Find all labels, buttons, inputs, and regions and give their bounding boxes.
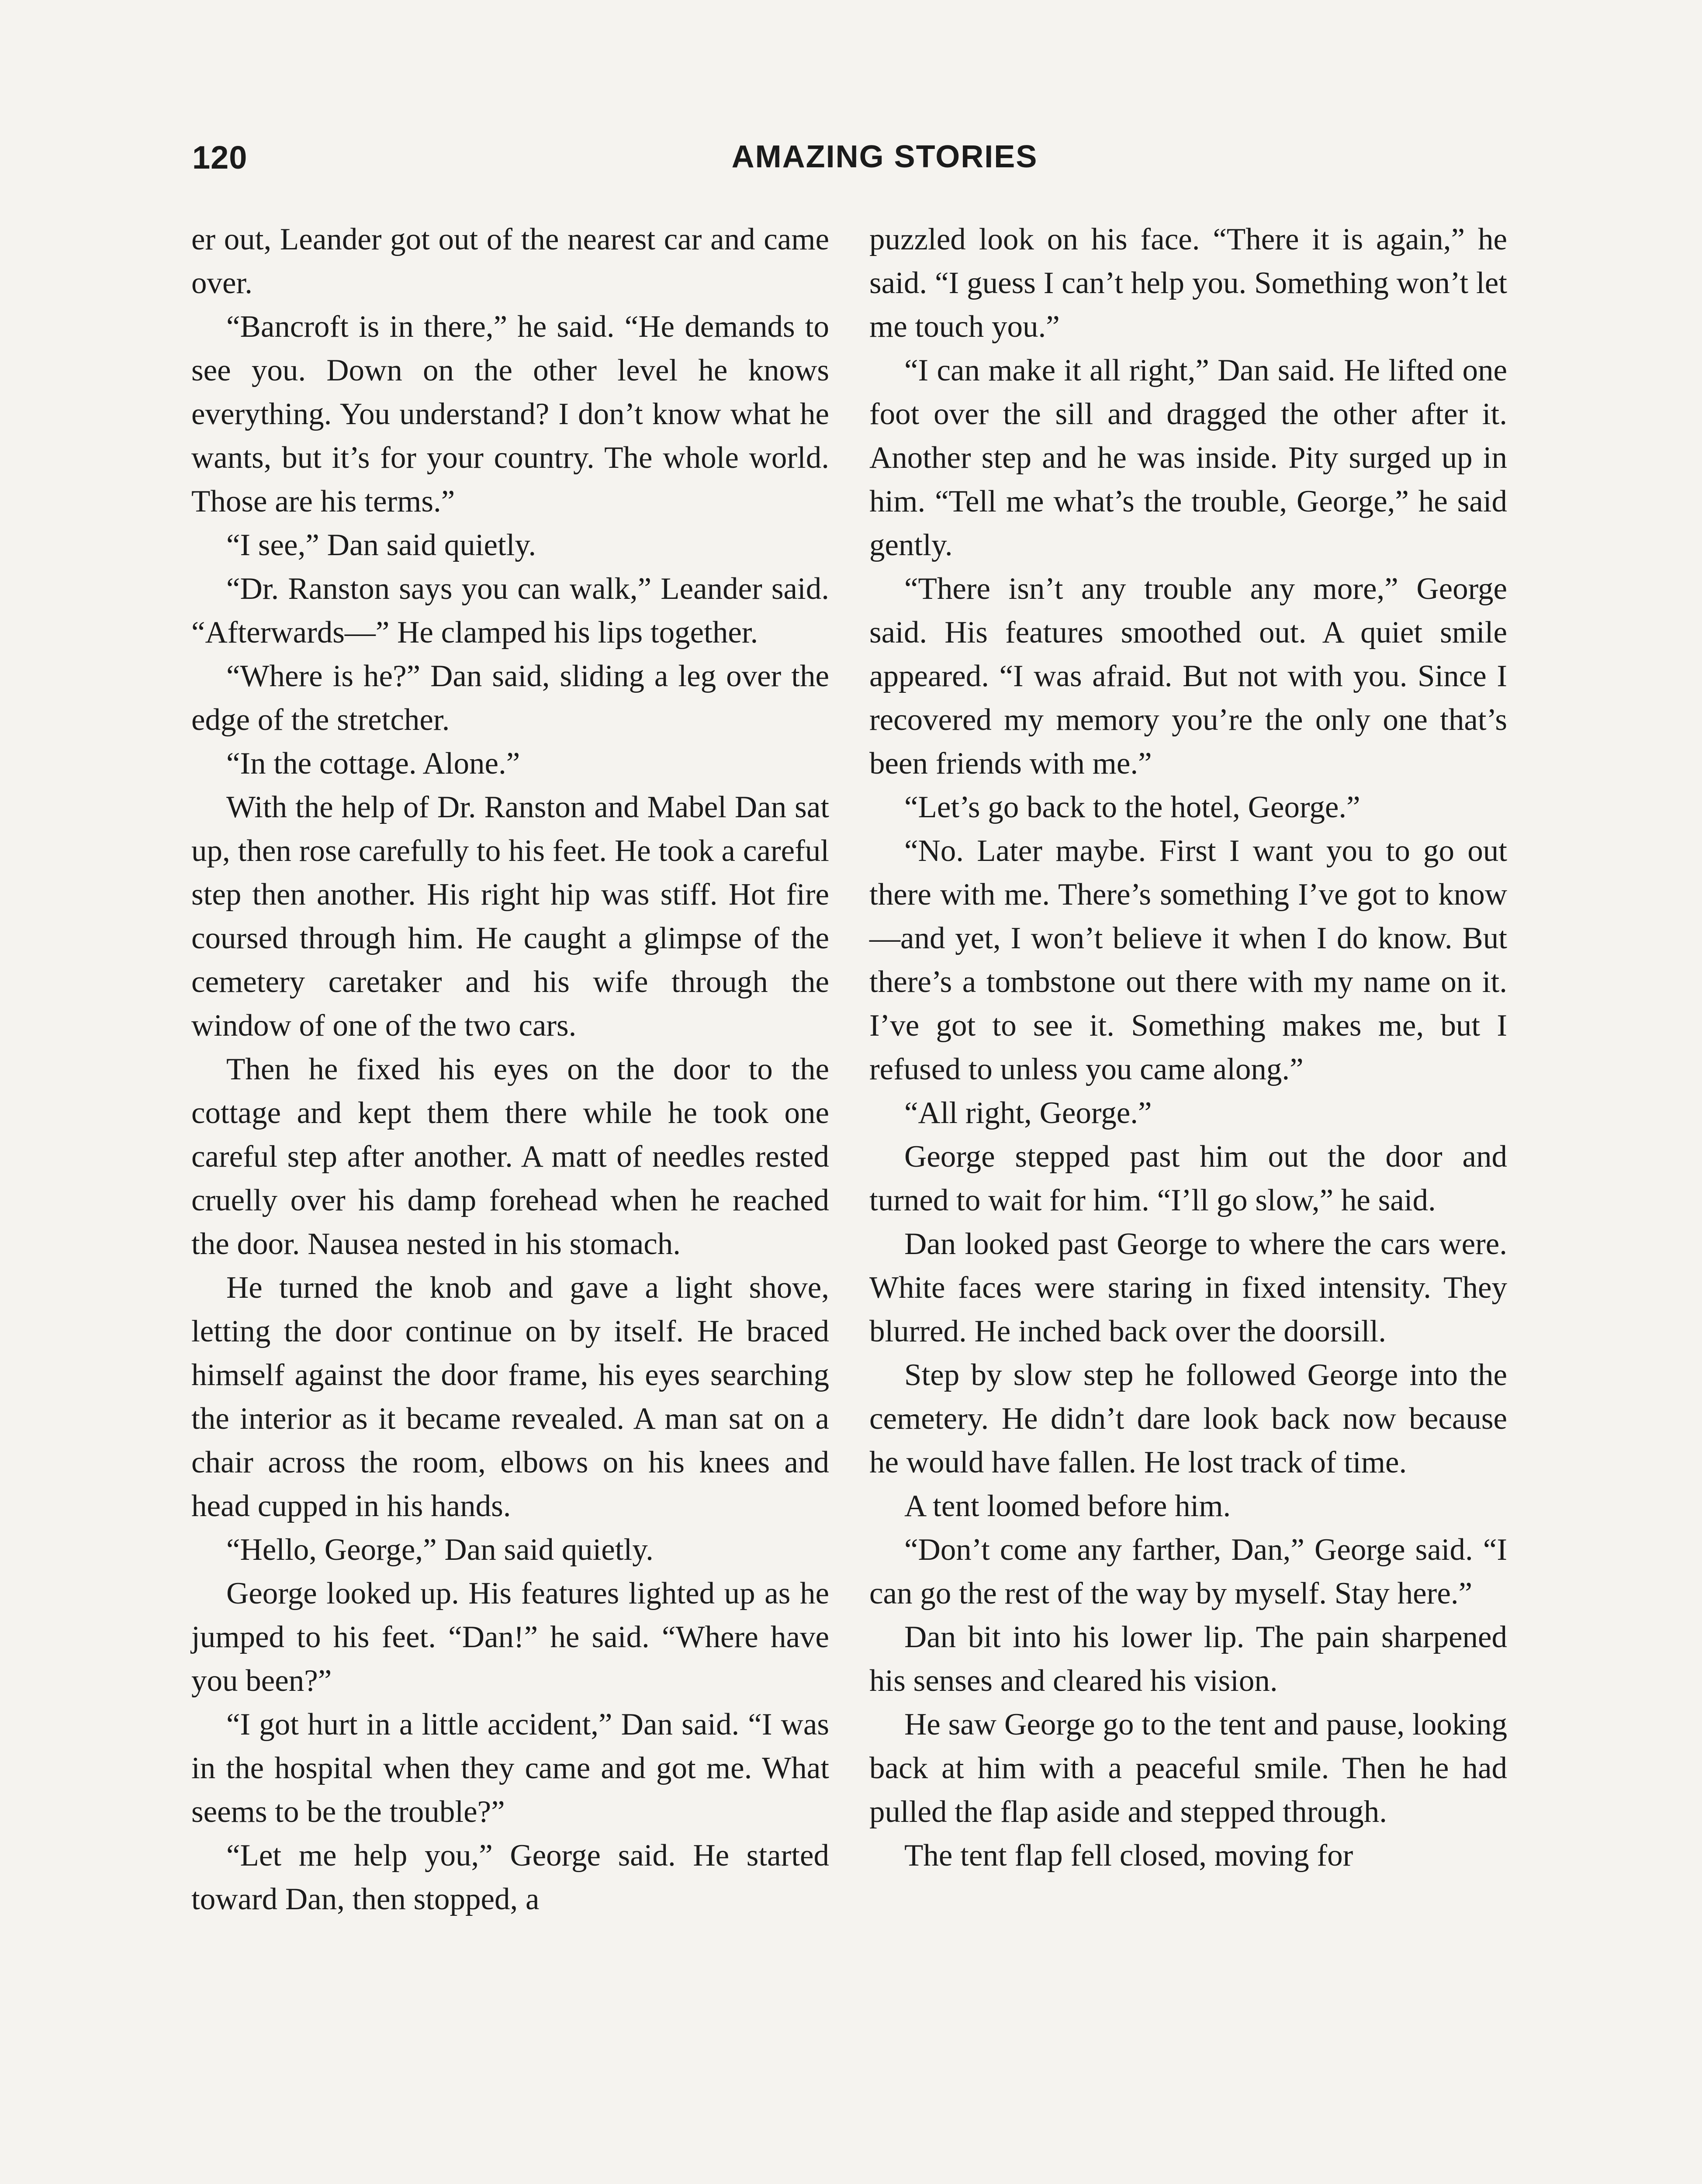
paragraph: “Let me help you,” George said. He started toward Dan, then stopped, a [191, 1838, 829, 1916]
paragraph: “All right, George.” [904, 1096, 1152, 1130]
paragraph: With the help of Dr. Ranston and Mabel Dan sat up, then rose carefully to his feet. He took a careful step then another. His right hip was stiff. Hot fire coursed through him. He caught a glimpse of the cemetery caretaker and his wife through the window of one of the two cars. [191, 790, 829, 1043]
paragraph: He saw George go to the tent and pause, looking back at him with a peaceful smile. Then he had pulled the flap aside and stepped through. [869, 1707, 1507, 1829]
paragraph: er out, Leander got out of the nearest car and came over. [191, 222, 829, 300]
paragraph: “Don’t come any farther, Dan,” George said. “I can go the rest of the way by myself. Stay here.” [869, 1533, 1507, 1610]
left-column [191, 218, 829, 1921]
paragraph: “In the cottage. Alone.” [226, 746, 520, 781]
paragraph: “I got hurt in a little accident,” Dan said. “I was in the hospital when they came and got me. What seems to be the trouble?” [191, 1707, 829, 1829]
paragraph: “There isn’t any trouble any more,” George said. His features smoothed out. A quiet smile appeared. “I was afraid. But not with you. Since I recovered my memory you’re the only one that’s been friends with me.” [869, 572, 1507, 781]
paragraph: Dan bit into his lower lip. The pain sharpened his senses and cleared his vision. [869, 1620, 1507, 1698]
paragraph: George looked up. His features lighted up as he jumped to his feet. “Dan!” he said. “Where have you been?” [191, 1576, 829, 1698]
paragraph: “Bancroft is in there,” he said. “He demands to see you. Down on the other level he knows everything. You understand? I don’t know what he wants, but it’s for your country. The whole world. Those are his terms.” [191, 310, 829, 518]
paragraph: Then he fixed his eyes on the door to the cottage and kept them there while he took one careful step after another. A matt of needles rested cruelly over his damp forehead when he reached the door. Nausea nested in his stomach. [191, 1052, 829, 1261]
paragraph: Dan looked past George to where the cars were. White faces were staring in fixed intensity. They blurred. He inched back over the doorsill. [869, 1227, 1507, 1348]
paragraph: “Hello, George,” Dan said quietly. [226, 1533, 654, 1567]
paragraph: “I see,” Dan said quietly. [226, 528, 536, 562]
paragraph: “I can make it all right,” Dan said. He lifted one foot over the sill and dragged the other after it. Another step and he was inside. Pity surged up in him. “Tell me what’s the trouble, George,” he said gently. [869, 353, 1507, 562]
paragraph: “Dr. Ranston says you can walk,” Leander said. “Afterwards—” He clamped his lips together. [191, 572, 829, 650]
right-column [869, 218, 1507, 1877]
running-title: AMAZING STORIES [731, 139, 1038, 174]
paragraph: “Let’s go back to the hotel, George.” [904, 790, 1360, 824]
page-number: 120 [192, 139, 248, 176]
paragraph: Step by slow step he followed George into the cemetery. He didn’t dare look back now because he would have fallen. He lost track of time. [869, 1358, 1507, 1479]
paragraph: He turned the knob and gave a light shove, letting the door continue on by itself. He braced himself against the door frame, his eyes searching the interior as it became revealed. A man sat on a chair across the room, elbows on his knees and head cupped in his hands. [191, 1271, 829, 1523]
paragraph: “No. Later maybe. First I want you to go out there with me. There’s something I’ve got to know—and yet, I won’t believe it when I do know. But there’s a tombstone out there with my name on it. I’ve got to see it. Something makes me, but I refused to unless you came along.” [869, 834, 1507, 1086]
paragraph: The tent flap fell closed, moving for [904, 1838, 1353, 1873]
paragraph: A tent loomed before him. [904, 1489, 1231, 1523]
paragraph: puzzled look on his face. “There it is again,” he said. “I guess I can’t help you. Something won’t let me touch you.” [869, 222, 1507, 344]
paragraph: George stepped past him out the door and turned to wait for him. “I’ll go slow,” he said. [869, 1140, 1507, 1217]
paragraph: “Where is he?” Dan said, sliding a leg over the edge of the stretcher. [191, 659, 829, 737]
